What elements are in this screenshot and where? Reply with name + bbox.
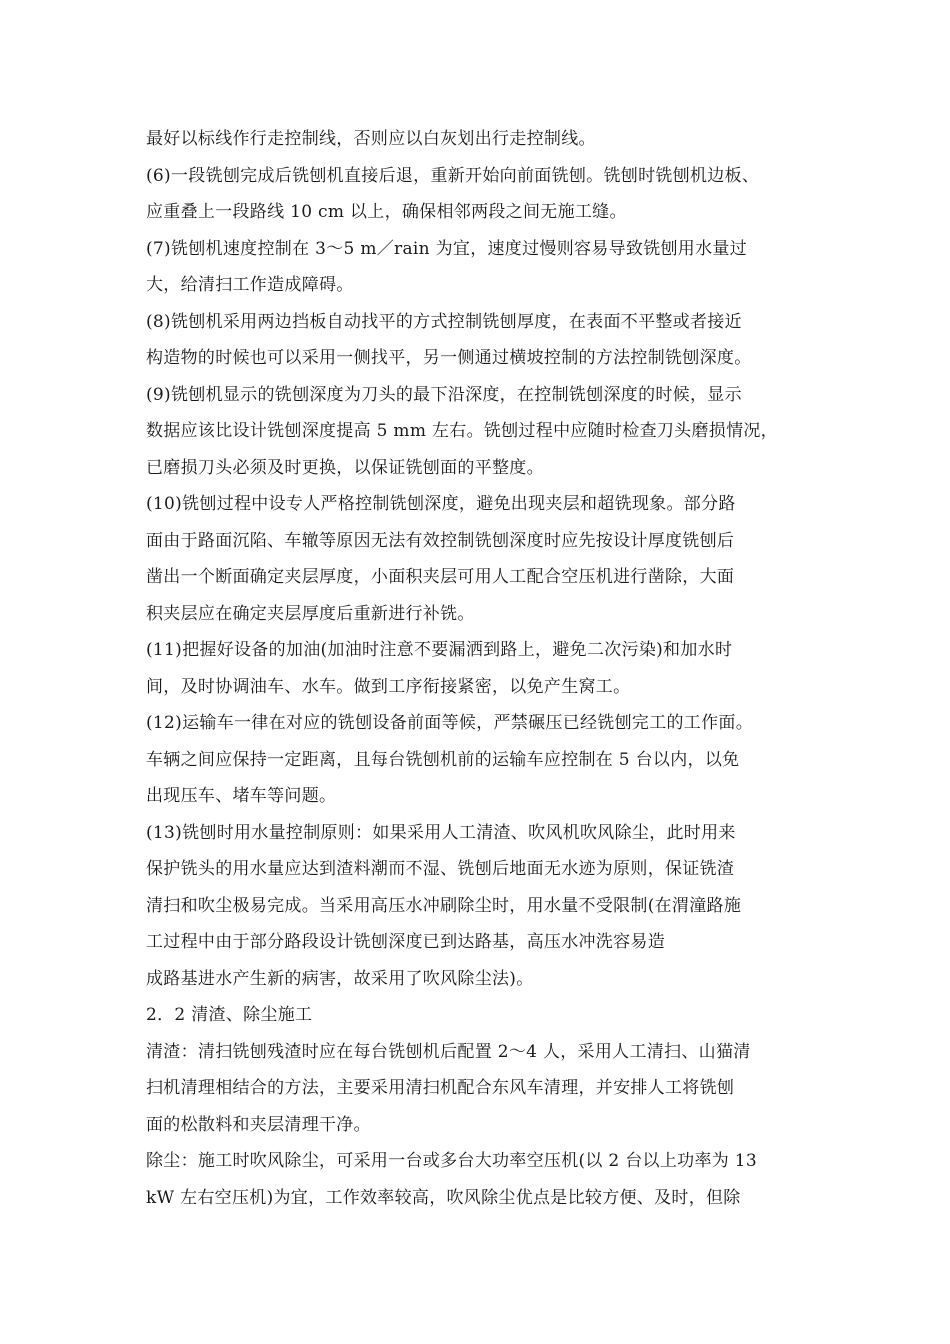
text-line: 清扫和吹尘极易完成。当采用高压水冲刷除尘时，用水量不受限制(在渭潼路施 [146, 895, 742, 916]
text-line: kW 左右空压机)为宜，工作效率较高，吹风除尘优点是比较方便、及时，但除 [146, 1187, 741, 1208]
text-line: (6)一段铣刨完成后铣刨机直接后退，重新开始向前面铣刨。铣刨时铣刨机边板、 [146, 165, 760, 186]
text-line: 保护铣头的用水量应达到渣料潮而不湿、铣刨后地面无水迹为原则，保证铣渣 [146, 859, 735, 879]
text-line: 积夹层应在确定夹层厚度后重新进行补铣。 [146, 603, 475, 624]
text-line: 已磨损刀头必须及时更换，以保证铣刨面的平整度。 [146, 457, 544, 478]
text-line: 间，及时协调油车、水车。做到工序衔接紧密，以免产生窝工。 [146, 676, 631, 697]
text-line: 大，给清扫工作造成障碍。 [146, 275, 354, 295]
text-line: 工过程中由于部分路段设计铣刨深度已到达路基，高压水冲洗容易造 [146, 932, 665, 952]
text-line: 成路基进水产生新的病害，故采用了吹风除尘法)。 [146, 968, 534, 989]
text-line: 面由于路面沉陷、车辙等原因无法有效控制铣刨深度时应先按设计厚度铣刨后 [146, 530, 735, 551]
section-heading: 2．2 清渣、除尘施工 [146, 1005, 313, 1025]
text-line: (13)铣刨时用水量控制原则：如果采用人工清渣、吹风机吹风除尘，此时用来 [146, 822, 736, 843]
text-line: 最好以标线作行走控制线，否则应以白灰划出行走控制线。 [146, 129, 596, 149]
body-text [146, 121, 836, 1216]
text-line: 应重叠上一段路线 10 cm 以上，确保相邻两段之间无施工缝。 [146, 202, 627, 222]
text-line: 扫机清理相结合的方法，主要采用清扫机配合东风车清理，并安排人工将铣刨 [146, 1078, 735, 1098]
text-line: (12)运输车一律在对应的铣刨设备前面等候，严禁碾压已经铣刨完工的工作面。 [146, 713, 753, 733]
text-line: 凿出一个断面确定夹层厚度，小面积夹层可用人工配合空压机进行凿除，大面 [146, 567, 735, 587]
text-line: 车辆之间应保持一定距离，且每台铣刨机前的运输车应控制在 5 台以内，以免 [146, 749, 740, 770]
text-line: (11)把握好设备的加油(加油时注意不要漏洒到路上，避免二次污染)和加水时 [146, 640, 733, 660]
text-line: 数据应该比设计铣刨深度提高 5 mm 左右。铣刨过程中应随时检查刀头磨损情况， [146, 421, 778, 441]
text-line: (8)铣刨机采用两边挡板自动找平的方式控制铣刨厚度，在表面不平整或者接近 [146, 311, 742, 332]
text-line: 清渣：清扫铣刨残渣时应在每台铣刨机后配置 2～4 人，采用人工清扫、山猫清 [146, 1041, 751, 1062]
text-line: 构造物的时候也可以采用一侧找平，另一侧通过横坡控制的方法控制铣刨深度。 [146, 348, 752, 368]
text-line: 除尘：施工时吹风除尘，可采用一台或多台大功率空压机(以 2 台以上功率为 13 [146, 1151, 757, 1171]
text-line: (7)铣刨机速度控制在 3～5 m／rain 为宜，速度过慢则容易导致铣刨用水量过 [146, 238, 747, 259]
text-line: 出现压车、堵车等问题。 [146, 786, 337, 806]
text-line: 面的松散料和夹层清理干净。 [146, 1114, 371, 1135]
text-line: (10)铣刨过程中设专人严格控制铣刨深度，避免出现夹层和超铣现象。部分路 [146, 494, 736, 514]
text-line: (9)铣刨机显示的铣刨深度为刀头的最下沿深度，在控制铣刨深度的时候，显示 [146, 384, 742, 405]
